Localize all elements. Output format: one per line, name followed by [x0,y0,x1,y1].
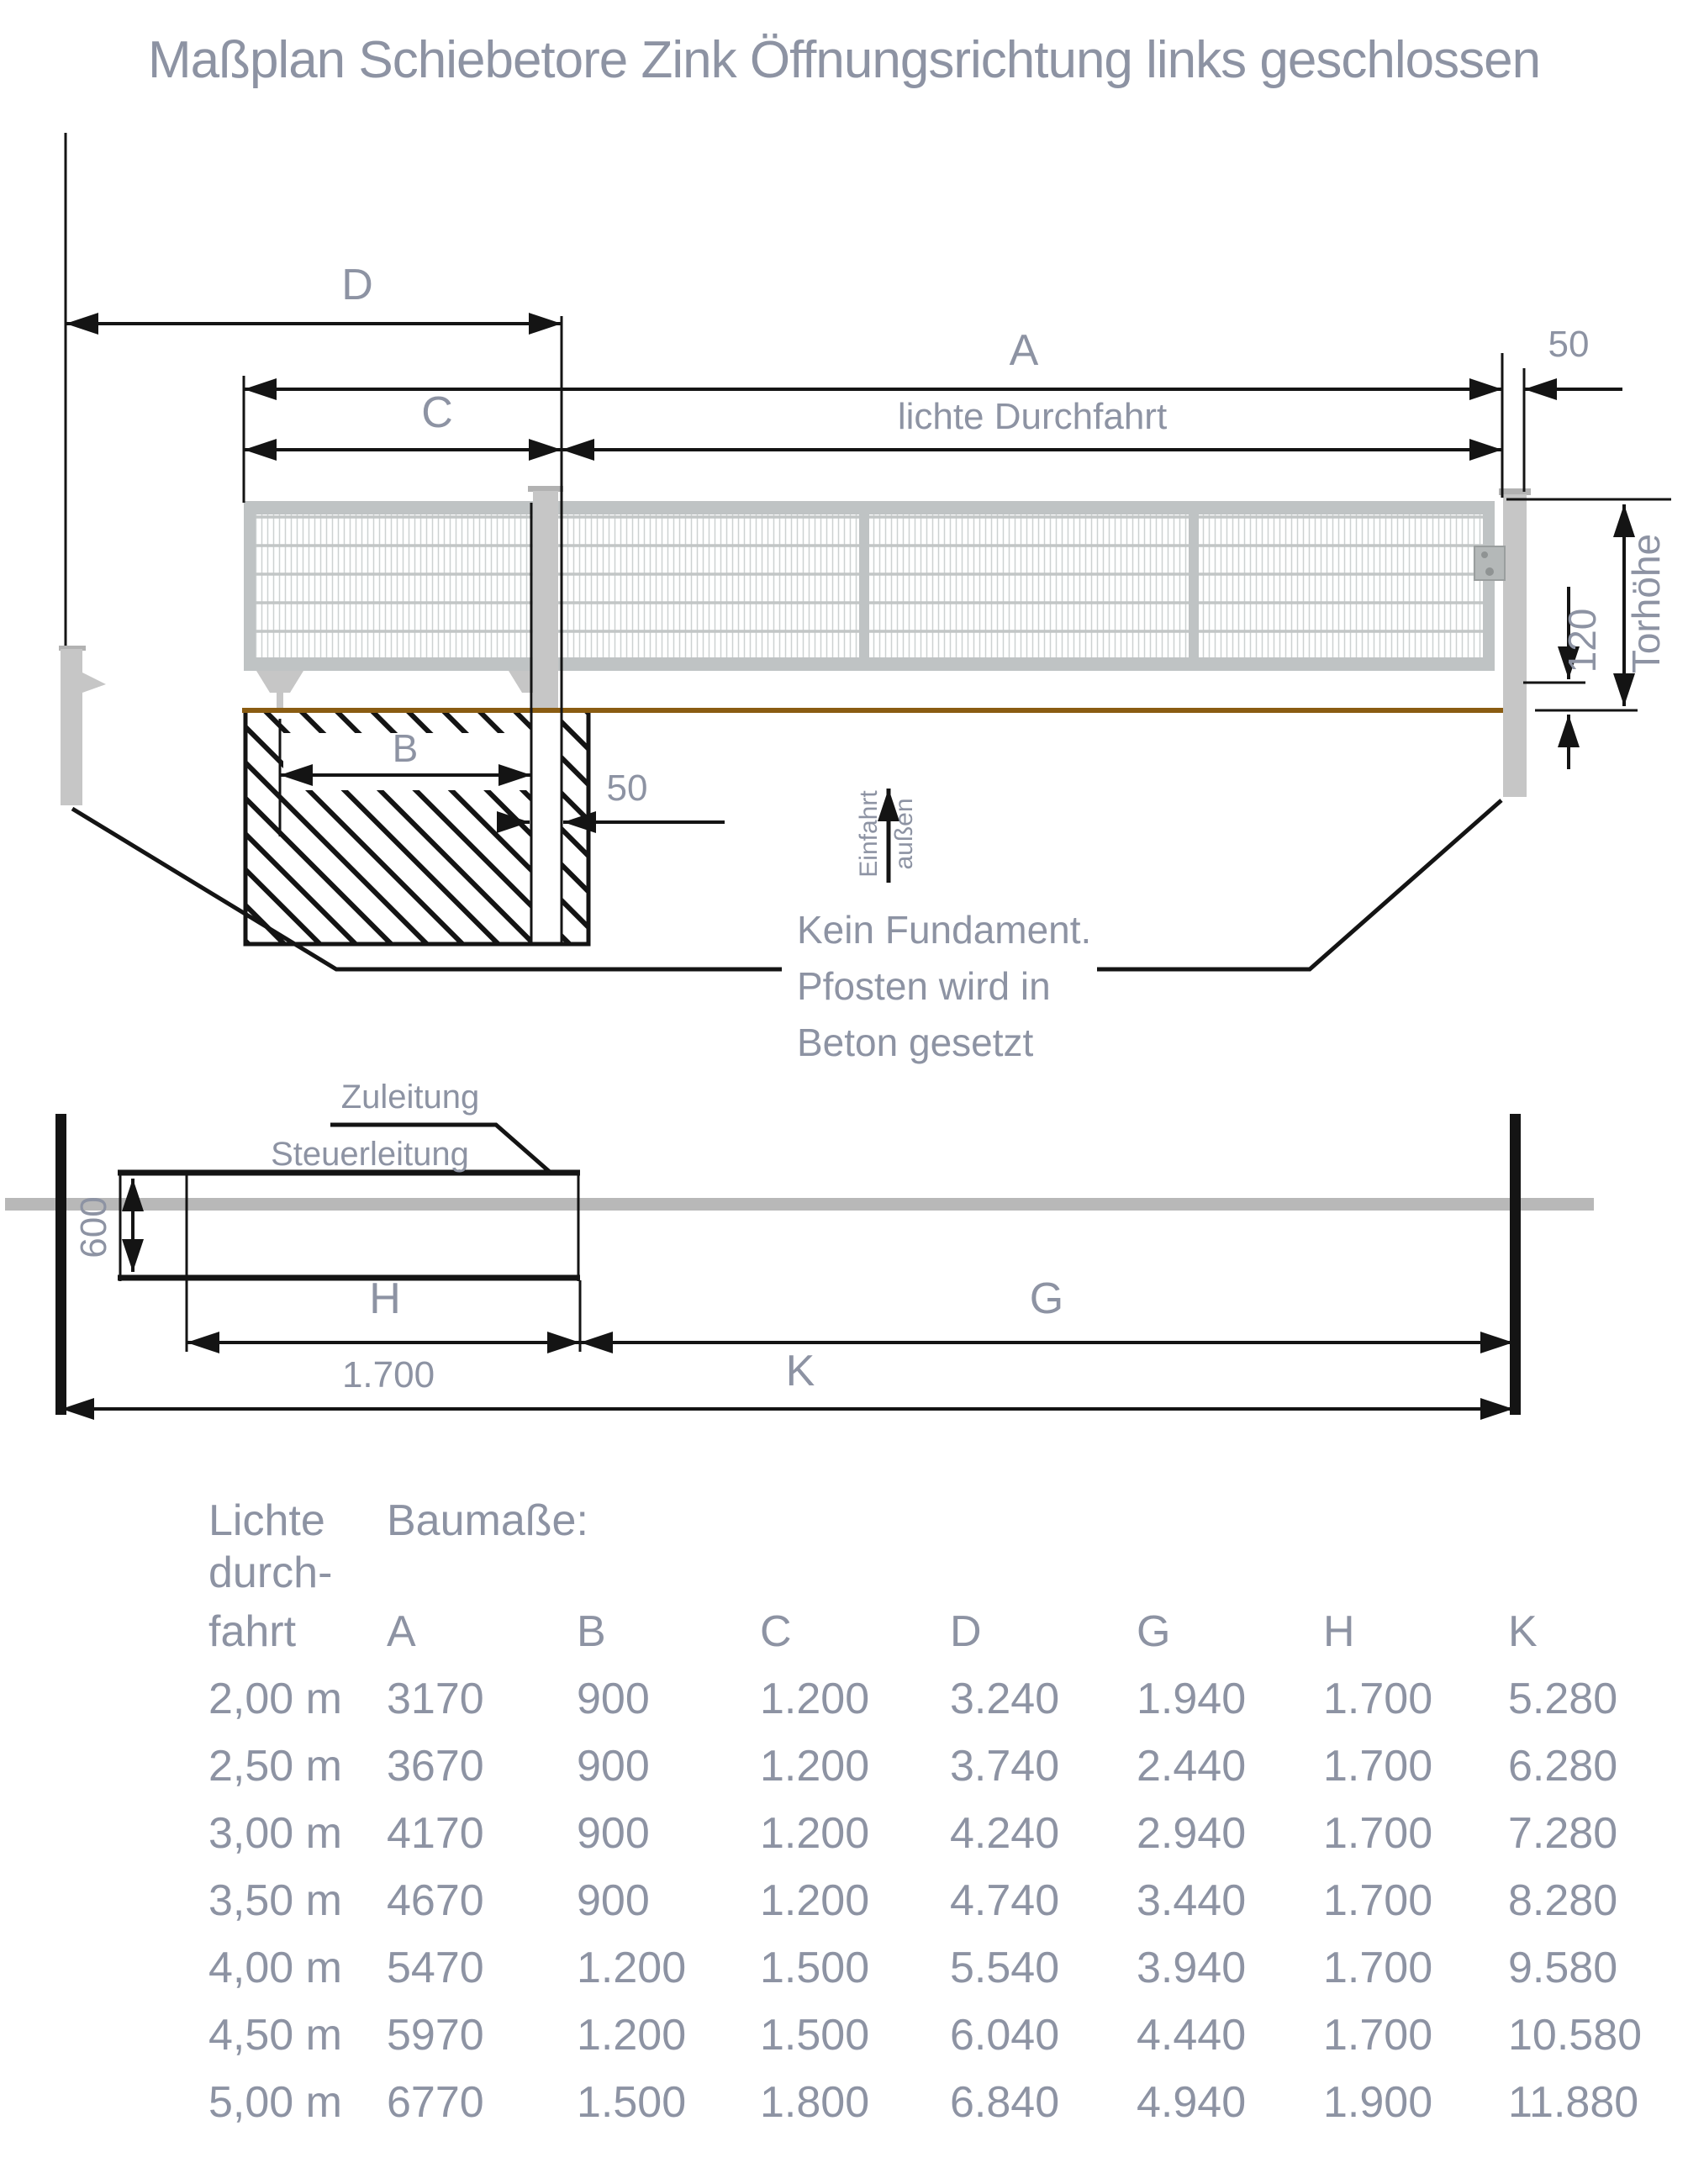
table-cell: 4.240 [950,1809,1060,1858]
table-cell: 1.500 [577,2078,687,2127]
gate-divider-1 [859,501,869,671]
left-guide-post [59,646,106,805]
col1-header-line2: durch- [208,1548,333,1597]
table-cell: 6.840 [950,2078,1060,2127]
table-cell: 4670 [387,1876,484,1925]
table-cell: 1.200 [760,1742,870,1791]
dimension-slot-label: 50 [606,768,648,809]
table-cell: 4170 [387,1809,484,1858]
table-row-clearance: 3,50 m [208,1876,342,1925]
dimension-c-label: C [421,388,453,437]
column-header-h: H [1323,1607,1355,1656]
dimension-g-label: G [1029,1274,1064,1323]
table-cell: 1.700 [1323,1944,1433,1992]
entry-word-einfahrt: Einfahrt [855,790,883,878]
table-cell: 1.200 [760,1876,870,1925]
gate-right-stile [1483,501,1495,671]
table-cell: 1.700 [1323,1876,1433,1925]
post-slot [531,713,562,944]
plan-foundation-outline [118,1170,580,1281]
table-cell: 900 [577,1876,650,1925]
table-cell: 5970 [387,2011,484,2060]
table-cell: 1.800 [760,2078,870,2127]
page-title: Maßplan Schiebetore Zink Öffnungsrichtung links geschlossen [147,31,1541,89]
table-cell: 900 [577,1809,650,1858]
table-cell: 1.900 [1323,2078,1433,2127]
table-cell: 5.540 [950,1944,1060,1992]
plan-left-post-bar [55,1114,66,1415]
table-cell: 5470 [387,1944,484,1992]
dimension-d [66,261,562,324]
dimension-clear-passage [562,396,1502,450]
note-line-2: Pfosten wird in [797,964,1051,1008]
dimension-h-label: H [369,1274,401,1323]
dimension-post-offset-label: 50 [1548,324,1590,365]
table-cell: 1.200 [760,1675,870,1723]
table-cell: 1.500 [760,1944,870,1992]
table-row-clearance: 5,00 m [208,2078,342,2127]
dimension-h-value: 1.700 [341,1354,435,1395]
table-cell: 3.940 [1137,1944,1247,1992]
dimension-b-label: B [392,726,419,770]
col1-header-line1: Lichte [208,1496,325,1545]
column-header-g: G [1137,1607,1171,1656]
column-header-b: B [577,1607,606,1656]
table-cell: 3170 [387,1675,484,1723]
dimension-ground-gap [1523,587,1638,769]
dimension-gate-height-label: Torhöhe [1624,533,1668,674]
table-cell: 1.700 [1323,1675,1433,1723]
dimension-a [244,326,1502,389]
gate-left-stile [244,501,256,671]
dimension-c [244,388,562,450]
table-row-clearance: 4,00 m [208,1944,342,1992]
table-cell: 3670 [387,1742,484,1791]
table-cell: 6.040 [950,2011,1060,2060]
dimension-gate-height [1506,499,1671,706]
sliding-gate-leaf [244,501,1495,713]
control-line-label: Steuerleitung [271,1136,469,1173]
table-cell: 1.940 [1137,1675,1247,1723]
table-cell: 1.700 [1323,1809,1433,1858]
table-cell: 4.740 [950,1876,1060,1925]
gate-track-band [5,1198,1594,1211]
dimension-table [208,1492,1643,2127]
table-cell: 5.280 [1508,1675,1618,1723]
table-cell: 1.700 [1323,1742,1433,1791]
dimension-clear-passage-label: lichte Durchfahrt [897,396,1168,437]
column-header-k: K [1508,1607,1538,1656]
gate-divider-2 [1189,501,1199,671]
table-cell: 6770 [387,2078,484,2127]
dimension-g [580,1274,1513,1343]
dimension-post-offset [1524,324,1622,389]
table-cell: 900 [577,1675,650,1723]
dimension-foundation-width [73,1179,133,1272]
note-line-3: Beton gesetzt [797,1021,1034,1064]
table-cell: 3.440 [1137,1876,1247,1925]
table-row-clearance: 2,00 m [208,1675,342,1723]
table-cell: 8.280 [1508,1876,1618,1925]
table-row-clearance: 3,00 m [208,1809,342,1858]
column-header-a: A [387,1607,416,1656]
table-cell: 2.940 [1137,1809,1247,1858]
dimension-k-label: K [785,1347,815,1395]
supply-line-label: Zuleitung [340,1079,480,1116]
column-header-c: C [760,1607,792,1656]
entry-direction [855,789,918,883]
table-cell: 1.700 [1323,2011,1433,2060]
gate-lock [1474,546,1505,580]
table-cell: 7.280 [1508,1809,1618,1858]
right-receiver-post [1499,488,1531,797]
cable-callout [271,1079,551,1173]
table-row-clearance: 2,50 m [208,1742,342,1791]
dimension-h [187,1274,580,1395]
dimension-k [61,1347,1513,1409]
table-cell: 2.440 [1137,1742,1247,1791]
col1-header-line3: fahrt [208,1607,297,1656]
table-cell: 3.740 [950,1742,1060,1791]
column-header-d: D [950,1607,982,1656]
table-cell: 4.940 [1137,2078,1247,2127]
entry-word-aussen: außen [890,798,918,870]
note-line-1: Kein Fundament. [797,908,1092,952]
group-header: Baumaße: [387,1496,588,1545]
dimension-foundation-width-label: 600 [73,1196,114,1258]
table-row-clearance: 4,50 m [208,2011,342,2060]
table-cell: 6.280 [1508,1742,1618,1791]
table-cell: 1.200 [577,1944,687,1992]
table-cell: 10.580 [1508,2011,1643,2060]
table-cell: 9.580 [1508,1944,1618,1992]
table-cell: 1.200 [760,1809,870,1858]
ground-line [242,708,1503,713]
dimension-d-label: D [341,261,373,309]
plan-right-post-bar [1510,1114,1521,1415]
dimension-ground-gap-label: 120 [1560,608,1604,673]
dimension-a-label: A [1009,326,1039,375]
table-cell: 4.440 [1137,2011,1247,2060]
table-cell: 11.880 [1508,2078,1639,2127]
table-cell: 3.240 [950,1675,1060,1723]
table-cell: 1.500 [760,2011,870,2060]
table-cell: 1.200 [577,2011,687,2060]
table-cell: 900 [577,1742,650,1791]
